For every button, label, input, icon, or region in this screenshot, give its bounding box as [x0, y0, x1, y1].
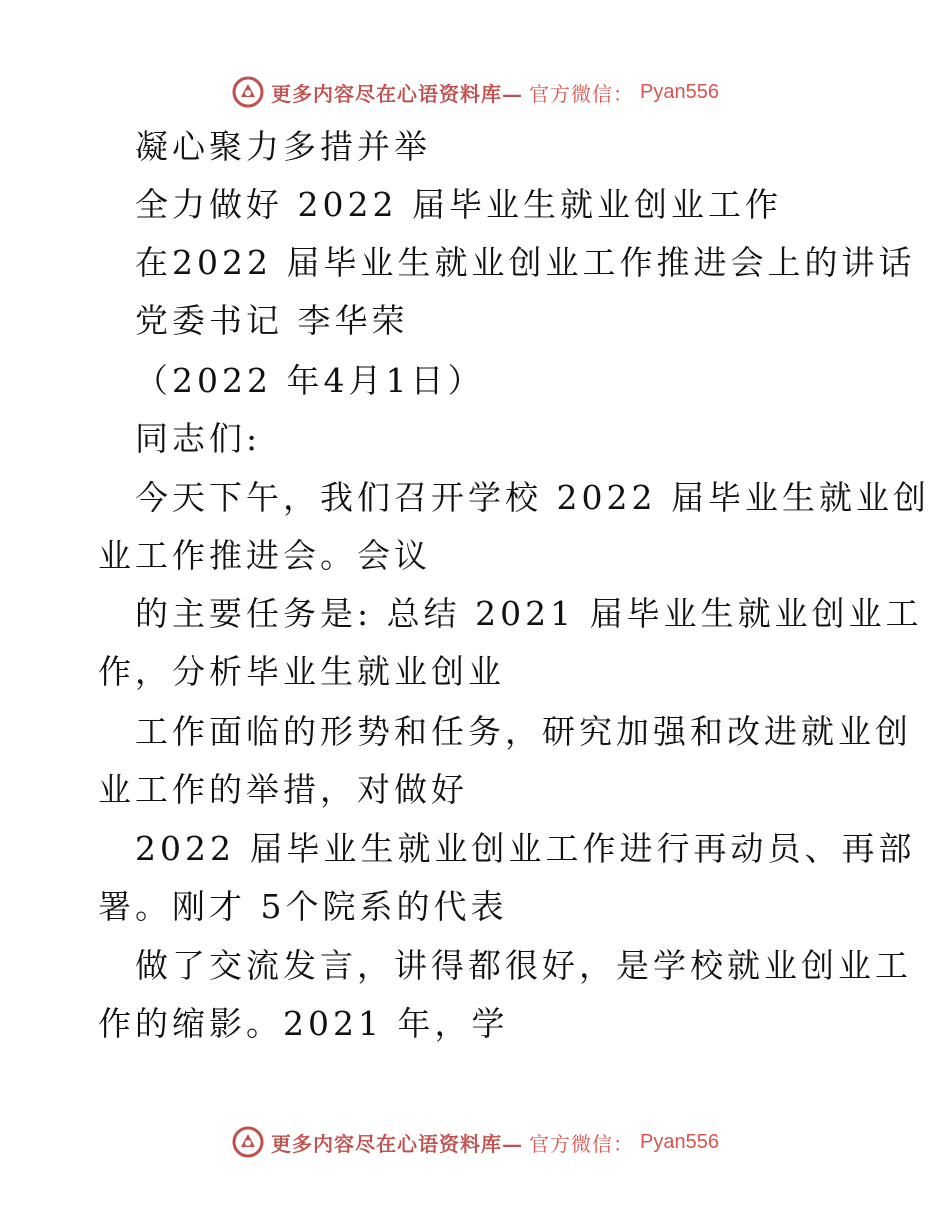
footer-watermark: [0, 1122, 950, 1162]
header-watermark: [0, 72, 950, 112]
doc-line: 同志们:: [135, 419, 262, 458]
brand-logo-icon: [231, 75, 265, 109]
watermark-wechat-id: Pyan556: [640, 80, 719, 103]
doc-line: 作的缩影。2021 年，学: [98, 1004, 509, 1043]
watermark-text: 更多内容尽在心语资料库—: [271, 1131, 524, 1156]
doc-line: 党委书记 李华荣: [135, 301, 409, 340]
doc-line: 的主要任务是: 总结 2021 届毕业生就业创业工: [135, 594, 923, 633]
watermark-text: 更多内容尽在心语资料库—: [271, 81, 524, 106]
doc-line: 作，分析毕业生就业创业: [98, 652, 505, 691]
watermark-wechat-label: 官方微信：: [529, 81, 635, 106]
doc-line: 全力做好 2022 届毕业生就业创业工作: [135, 185, 782, 224]
doc-line: 在2022 届毕业生就业创业工作推进会上的讲话: [135, 243, 916, 282]
watermark-wechat-id: Pyan556: [640, 1130, 719, 1153]
watermark-wechat-label: 官方微信：: [529, 1131, 635, 1156]
doc-line: 业工作的举措，对做好: [98, 770, 468, 809]
doc-line: （2022 年4月1日）: [135, 361, 485, 400]
doc-line: 业工作推进会。会议: [98, 536, 431, 575]
doc-line: 凝心聚力多措并举: [135, 127, 431, 166]
doc-line: 2022 届毕业生就业创业工作进行再动员、再部: [135, 829, 916, 868]
brand-logo-icon: [231, 1125, 265, 1159]
doc-line: 署。刚才 5个院系的代表: [98, 887, 508, 926]
doc-line: 工作面临的形势和任务，研究加强和改进就业创: [135, 712, 912, 751]
doc-line: 做了交流发言，讲得都很好，是学校就业创业工: [135, 946, 912, 985]
doc-line: 今天下午，我们召开学校 2022 届毕业生就业创: [135, 478, 930, 517]
